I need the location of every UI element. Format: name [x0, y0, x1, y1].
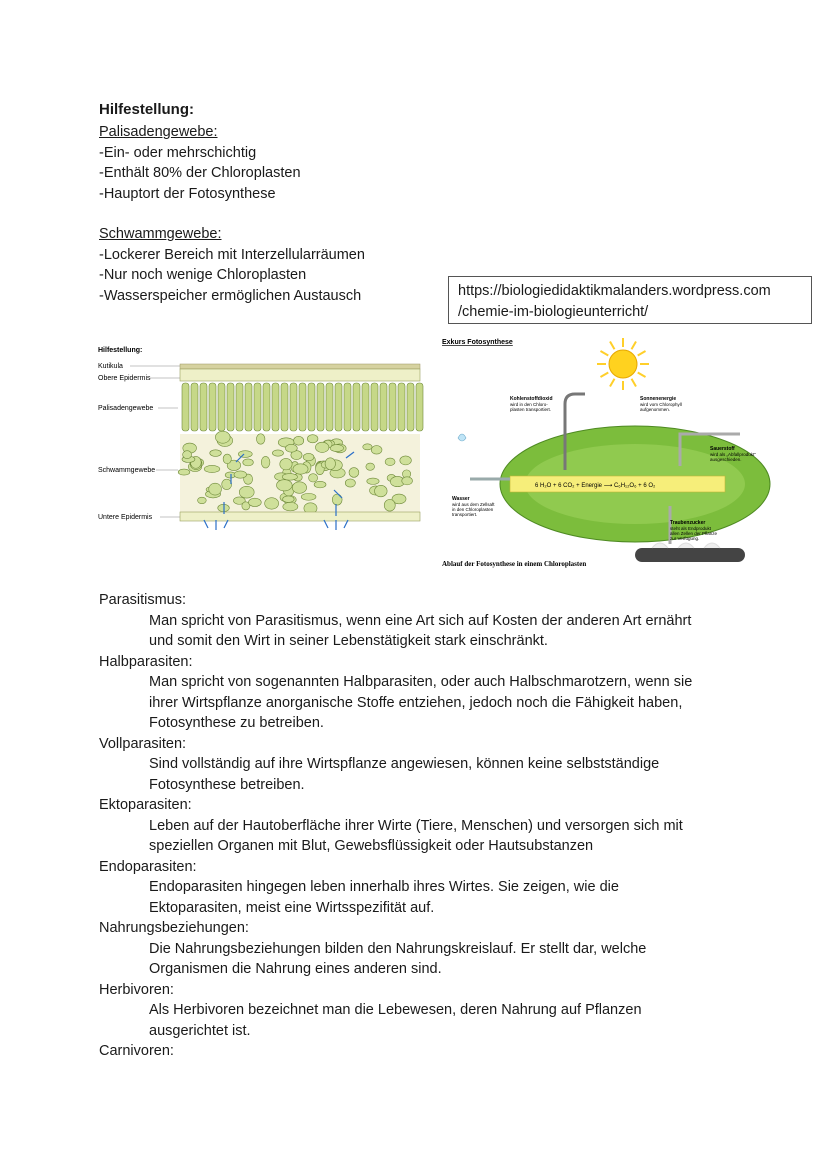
definition-text: Man spricht von Parasitismus, wenn eine Art sich auf Kosten der anderen Art ernährt [149, 612, 692, 629]
label-obere-epidermis: Obere Epidermis [98, 375, 151, 382]
url-line: /chemie-im-biologieunterricht/ [458, 303, 649, 320]
leaf-figure-title: Hilfestellung: [98, 347, 143, 354]
water-label-line: in den Chloroplasten [452, 507, 494, 512]
water-label-line: transportiert. [452, 512, 478, 517]
palisade-heading: Palisadengewebe: [99, 124, 218, 140]
spongy-line: -Lockerer Bereich mit Interzellularräumen [99, 246, 365, 263]
oxygen-label-title: Sauerstoff [710, 446, 735, 452]
sugar-label-title: Traubenzucker [670, 520, 706, 526]
definitions-list [99, 590, 779, 1062]
sun-label-line: wird vom Chlorophyll [640, 402, 682, 407]
definition-text: Ektoparasiten, meist eine Wirtsspezifität auf. [149, 899, 435, 916]
definition-term: Endoparasiten: [99, 858, 197, 875]
definition-term: Herbivoren: [99, 981, 174, 998]
definition-text: Endoparasiten hingegen leben innerhalb ihres Wirtes. Sie zeigen, wie die [149, 879, 619, 895]
photosynthesis-caption: Ablauf der Fotosynthese in einem Chloroplasten [442, 560, 587, 568]
leaf-cross-section-figure [96, 342, 426, 542]
photosynthesis-equation: 6 H₂O + 6 CO₂ + Energie ⟶ C₆H₁₂O₆ + 6 O₂ [535, 483, 656, 489]
sun-label-title: Sonnenenergie [640, 396, 677, 402]
label-untere-epidermis: Untere Epidermis [98, 514, 153, 521]
definition-term: Carnivoren: [99, 1043, 174, 1059]
photosynthesis-figure [440, 334, 780, 584]
palisade-line: -Enthält 80% der Chloroplasten [99, 165, 301, 181]
water-label-title: Wasser [452, 496, 470, 502]
definition-text: Fotosynthese zu betreiben. [149, 715, 324, 731]
spongy-block [99, 224, 365, 306]
definition-term: Parasitismus: [99, 592, 187, 608]
label-schwammgewebe: Schwammgewebe [98, 467, 156, 474]
sun-icon [597, 338, 649, 390]
palisade-line: -Hauptort der Fotosynthese [99, 185, 276, 202]
oxygen-label-line: wird als „Abfallprodukt" [710, 452, 756, 457]
spongy-line: -Nur noch wenige Chloroplasten [99, 267, 307, 283]
definition-text: speziellen Organen mit Blut, Gewebsflüssigkeit oder Hautsubstanzen [149, 838, 594, 854]
sun-label-line: aufgenommen. [640, 407, 671, 412]
oxygen-label-line: ausgeschieden. [710, 457, 742, 462]
conveyor-icon [635, 548, 745, 562]
definition-text: Leben auf der Hautoberfläche ihrer Wirte (Tiere, Menschen) und versorgen sich mit [149, 817, 683, 834]
water-label-line: wird aus dem Zellsaft [452, 502, 495, 507]
co2-label-line: plasten transportiert. [510, 407, 552, 412]
url-line: https://biologiedidaktikmalanders.wordpress.com [458, 283, 771, 299]
sugar-label-line: allen Zellen der Pflanze [670, 531, 718, 536]
sugar-label-line: zur Verfügung. [670, 536, 700, 541]
definition-text: ausgerichtet ist. [149, 1022, 251, 1039]
co2-label-line: wird in den Chloro- [510, 402, 548, 407]
definition-text: Man spricht von sogenannten Halbparasiten, oder auch Halbschmarotzern, wenn sie [149, 674, 693, 690]
photosynthesis-title: Exkurs Fotosynthese [442, 339, 513, 346]
sugar-label-line: steht als Endprodukt [670, 526, 712, 531]
definition-text: Organismen die Nahrung eines anderen sind. [149, 961, 442, 977]
definition-term: Nahrungsbeziehungen: [99, 920, 249, 936]
definition-text: Die Nahrungsbeziehungen bilden den Nahrungskreislauf. Er stellt dar, welche [149, 940, 647, 957]
palisade-block [99, 122, 301, 204]
label-palisadengewebe: Palisadengewebe [98, 405, 154, 412]
co2-label-title: Kohlenstoffdioxid [510, 396, 553, 402]
source-url-box [448, 276, 812, 324]
definition-text: Fotosynthese betreiben. [149, 776, 305, 793]
spongy-heading: Schwammgewebe: [99, 226, 222, 242]
leaf-tissue [178, 364, 423, 521]
definition-text: Sind vollständig auf ihre Wirtspflanze angewiesen, können keine selbstständige [149, 756, 660, 772]
definition-text: ihrer Wirtspflanze anorganische Stoffe entziehen, jedoch noch die Fähigkeit haben, [149, 694, 683, 711]
definition-text: und somit den Wirt in seiner Lebenstätigkeit stark einschränkt. [149, 633, 548, 649]
spongy-line: -Wasserspeicher ermöglichen Austausch [99, 287, 362, 304]
definition-term: Vollparasiten: [99, 735, 187, 752]
definition-term: Ektoparasiten: [99, 797, 192, 813]
palisade-line: -Ein- oder mehrschichtig [99, 144, 257, 161]
section-title: Hilfestellung: [99, 101, 195, 118]
definition-term: Halbparasiten: [99, 653, 193, 670]
label-lines [130, 366, 180, 517]
definition-text: Als Herbivoren bezeichnet man die Lebewesen, deren Nahrung auf Pflanzen [149, 1002, 642, 1018]
label-kutikula: Kutikula [98, 363, 123, 370]
